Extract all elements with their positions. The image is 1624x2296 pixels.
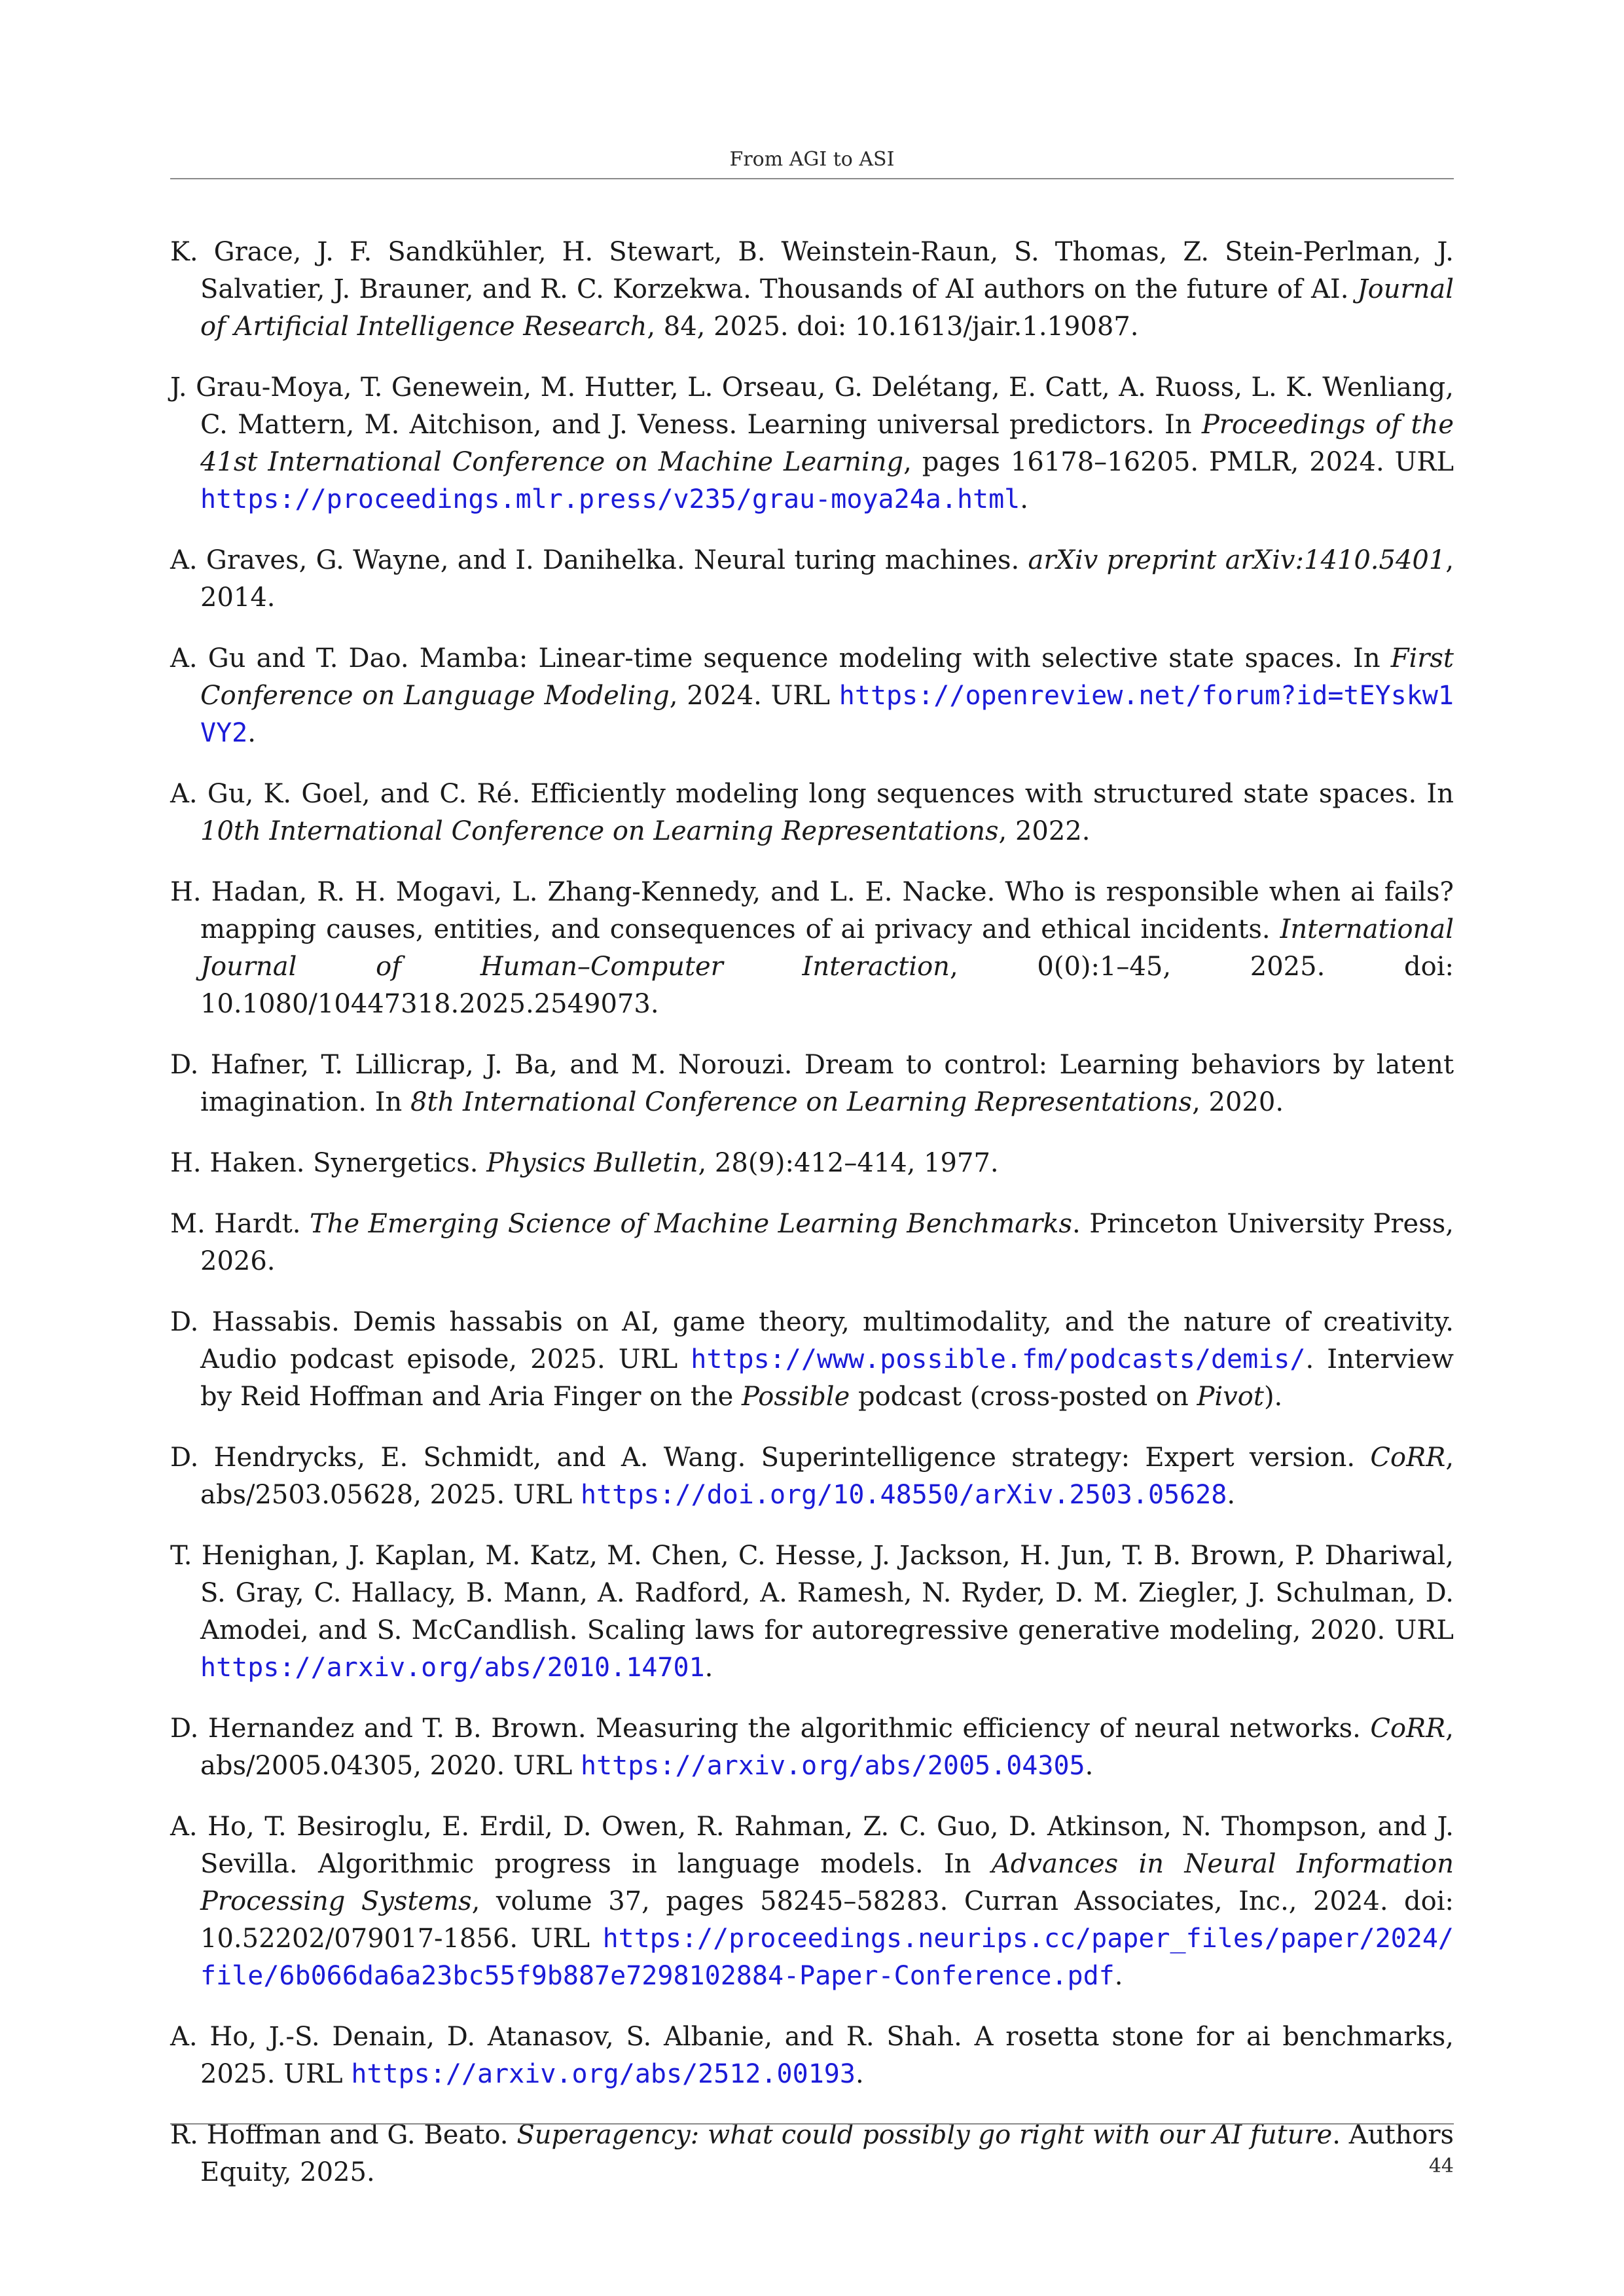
ref-authors: D. Hendrycks, E. Schmidt, and A. Wang. <box>170 1443 746 1473</box>
ref-after: . <box>1020 484 1028 514</box>
ref-details: . Authors Equity, 2025. <box>200 2120 1454 2187</box>
ref-authors: A. Graves, G. Wayne, and I. Danihelka. <box>170 545 685 575</box>
ref-details: , 0(0):1–45, 2025. doi: 10.1080/10447318.2025.2549073. <box>200 952 1454 1019</box>
ref-after: . <box>1085 1751 1094 1781</box>
ref-title: Efficiently modeling long sequences with structured state spaces. In <box>530 779 1454 809</box>
ref-details: , 2022. <box>998 816 1091 846</box>
ref-venue: International Journal of Human–Computer Interaction <box>200 914 1454 982</box>
ref-venue: 8th International Conference on Learning Representations <box>410 1087 1193 1117</box>
ref-venue: Physics Bulletin <box>486 1148 698 1178</box>
ref-authors: A. Ho, J.-S. Denain, D. Atanasov, S. Albanie, and R. Shah. <box>170 2022 962 2052</box>
reference-item <box>170 1439 1454 1514</box>
ref-authors: H. Haken. <box>170 1148 305 1178</box>
ref-after: podcast (cross-posted on <box>857 1382 1189 1412</box>
ref-venue: Superagency: what could possibly go right with our AI future <box>516 2120 1333 2150</box>
ref-details: , 84, 2025. doi: 10.1613/jair.1.19087. <box>647 312 1139 342</box>
ref-title: Measuring the algorithmic efficiency of neural networks. <box>596 1713 1361 1744</box>
ref-authors: D. Hafner, T. Lillicrap, J. Ba, and M. Norouzi. <box>170 1050 793 1080</box>
reference-item <box>170 542 1454 617</box>
ref-details: , 2020. <box>1192 1087 1284 1117</box>
reference-item <box>170 1537 1454 1687</box>
ref-authors: J. Grau-Moya, T. Genewein, M. Hutter, L. Orseau, G. Delétang, E. Catt, A. Ruoss, L. K. Wenliang, C. Mattern, M. Aitchison, and J. Veness. <box>170 372 1454 440</box>
reference-item <box>170 1206 1454 1280</box>
header-rule <box>170 178 1454 179</box>
ref-title: Dream to control: Learning behaviors by latent imagination. In <box>200 1050 1454 1117</box>
ref-url-link[interactable]: https://www.possible.fm/podcasts/demis/ <box>691 1344 1306 1374</box>
ref-details: , 2014. <box>200 545 1454 613</box>
reference-item <box>170 1145 1454 1182</box>
ref-after: . Interview by Reid Hoffman and Aria Finger on the <box>200 1344 1454 1412</box>
ref-after: . <box>1114 1961 1123 1991</box>
ref-venue: 10th International Conference on Learning Representations <box>200 816 999 846</box>
ref-after: . <box>247 718 256 748</box>
ref-venue: arXiv preprint arXiv:1410.5401 <box>1028 545 1446 575</box>
ref-authors: D. Hassabis. <box>170 1307 340 1337</box>
ref-url-link[interactable]: https://proceedings.neurips.cc/paper_files/paper/2024/file/6b066da6a23bc55f9b887e7298102884-Paper-Conference.pdf <box>200 1924 1454 1991</box>
ref-url-link[interactable]: https://proceedings.mlr.press/v235/grau-moya24a.html <box>200 484 1020 514</box>
ref-title: Neural turing machines. <box>693 545 1020 575</box>
ref-details: , 28(9):412–414, 1977. <box>698 1148 999 1178</box>
ref-authors: A. Ho, T. Besiroglu, E. Erdil, D. Owen, R. Rahman, Z. C. Guo, D. Atkinson, N. Thompson, and J. Sevilla. <box>170 1812 1454 1879</box>
ref-after: . <box>704 1653 713 1683</box>
ref-authors: K. Grace, J. F. Sandkühler, H. Stewart, B. Weinstein-Raun, S. Thomas, Z. Stein-Perlman, J. Salvatier, J. Brauner, and R. C. Korzekwa. <box>170 237 1454 304</box>
ref-after: ). <box>1263 1382 1283 1412</box>
ref-authors: D. Hernandez and T. B. Brown. <box>170 1713 586 1744</box>
running-header: From AGI to ASI <box>729 148 895 171</box>
ref-venue: First Conference on Language Modeling <box>200 643 1454 711</box>
footer-rule <box>170 2123 1454 2125</box>
reference-item <box>170 369 1454 518</box>
ref-title: Mamba: Linear-time sequence modeling with selective state spaces. In <box>419 643 1380 673</box>
ref-venue: The Emerging Science of Machine Learning Benchmarks <box>310 1209 1072 1239</box>
ref-details: , abs/2503.05628, 2025. URL <box>200 1443 1454 1510</box>
reference-item <box>170 874 1454 1023</box>
ref-url-link[interactable]: https://arxiv.org/abs/2005.04305 <box>580 1751 1085 1781</box>
ref-url-link[interactable]: https://doi.org/10.48550/arXiv.2503.05628 <box>580 1480 1227 1510</box>
ref-url-link[interactable]: https://openreview.net/forum?id=tEYskw1VY2 <box>200 681 1454 748</box>
reference-item <box>170 234 1454 346</box>
ref-details: , 2024. URL <box>669 681 830 711</box>
ref-venue: Pivot <box>1197 1382 1264 1412</box>
ref-title: Synergetics. <box>313 1148 478 1178</box>
ref-after: . <box>1227 1480 1236 1510</box>
ref-details: , volume 37, pages 58245–58283. Curran Associates, Inc., 2024. doi: 10.52202/079017-1856. URL <box>200 1886 1454 1954</box>
ref-title: Scaling laws for autoregressive generative modeling, 2020. URL <box>586 1615 1454 1645</box>
ref-venue: Journal of Artificial Intelligence Research <box>200 274 1454 342</box>
ref-authors: A. Gu, K. Goel, and C. Ré. <box>170 779 521 809</box>
ref-title: Thousands of AI authors on the future of AI. <box>760 274 1349 304</box>
ref-authors: H. Hadan, R. H. Mogavi, L. Zhang-Kennedy, and L. E. Nacke. <box>170 877 996 907</box>
ref-title: A rosetta stone for ai benchmarks, 2025. URL <box>200 2022 1454 2089</box>
ref-venue: CoRR <box>1370 1443 1446 1473</box>
ref-venue: Possible <box>741 1382 850 1412</box>
ref-url-link[interactable]: https://arxiv.org/abs/2512.00193 <box>351 2059 856 2089</box>
ref-title: Superintelligence strategy: Expert version. <box>761 1443 1356 1473</box>
ref-title: Demis hassabis on AI, game theory, multimodality, and the nature of creativity. Audio podcast episode, 2025. URL <box>200 1307 1454 1374</box>
ref-venue: CoRR <box>1370 1713 1446 1744</box>
reference-item <box>170 2018 1454 2093</box>
ref-title: Algorithmic progress in language models. In <box>317 1849 971 1879</box>
ref-details: . Princeton University Press, 2026. <box>200 1209 1454 1276</box>
reference-list <box>170 234 1454 2215</box>
reference-item <box>170 1808 1454 1995</box>
ref-venue: Advances in Neural Information Processing Systems <box>200 1849 1454 1916</box>
ref-title: Learning universal predictors. In <box>747 410 1192 440</box>
ref-authors: R. Hoffman and G. Beato. <box>170 2120 509 2150</box>
ref-details: , pages 16178–16205. PMLR, 2024. URL <box>903 447 1454 477</box>
reference-item <box>170 1304 1454 1416</box>
ref-url-link[interactable]: https://arxiv.org/abs/2010.14701 <box>200 1653 705 1683</box>
ref-authors: T. Henighan, J. Kaplan, M. Katz, M. Chen, C. Hesse, J. Jackson, H. Jun, T. B. Brown, P. Dhariwal, S. Gray, C. Hallacy, B. Mann, A. Radford, A. Ramesh, N. Ryder, D. M. Ziegler, J. Schulman, D. Amodei, and S. McCandlish. <box>170 1541 1454 1645</box>
ref-title: Who is responsible when ai fails? mapping causes, entities, and consequences of ai privacy and ethical incidents. <box>200 877 1454 944</box>
reference-item <box>170 1047 1454 1121</box>
ref-authors: M. Hardt. <box>170 1209 301 1239</box>
page-number: 44 <box>1428 2155 1454 2178</box>
ref-after: . <box>855 2059 864 2089</box>
ref-venue: Proceedings of the 41st International Conference on Machine Learning <box>200 410 1454 477</box>
ref-authors: A. Gu and T. Dao. <box>170 643 409 673</box>
reference-item <box>170 1710 1454 1785</box>
ref-details: , abs/2005.04305, 2020. URL <box>200 1713 1454 1781</box>
reference-item <box>170 640 1454 752</box>
reference-item <box>170 776 1454 850</box>
